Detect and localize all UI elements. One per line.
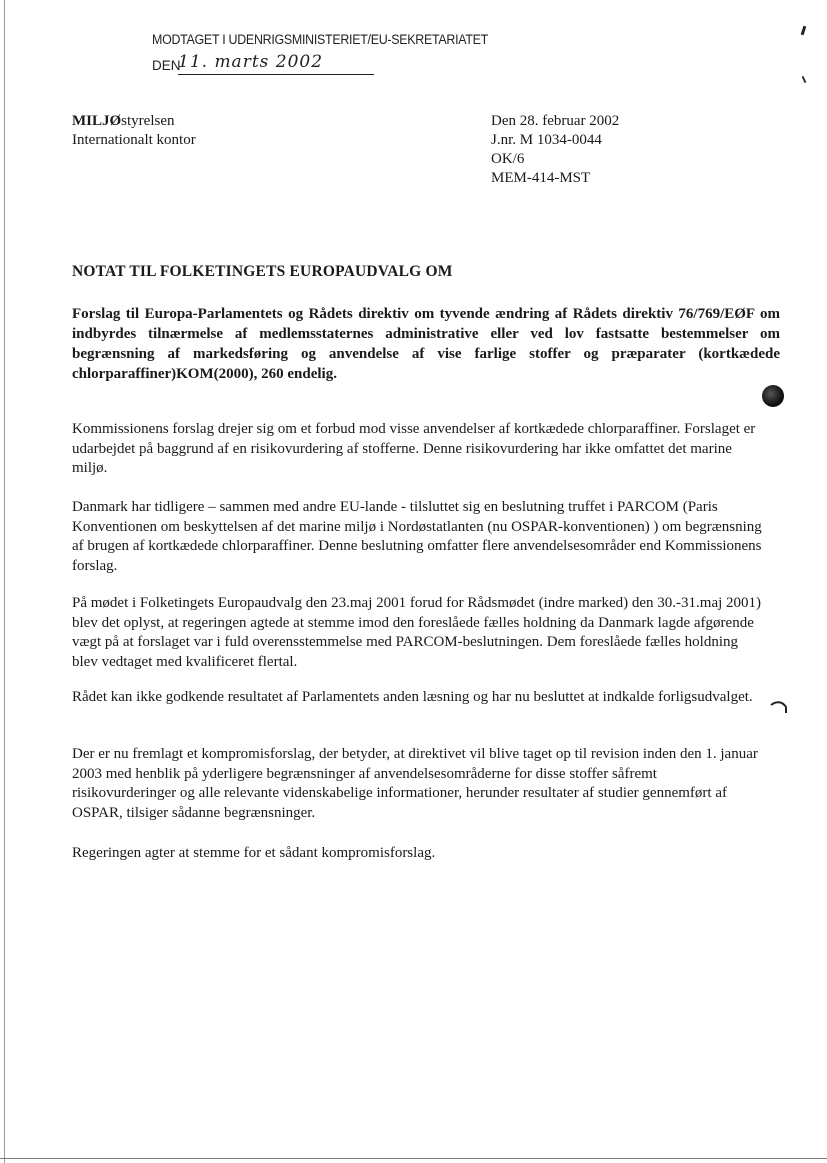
body-paragraph: Danmark har tidligere – sammen med andre EU-lande - tilsluttet sig en beslutning truffet i PARCOM (Paris Konventionen om beskyttelsen af det marine miljø i Nordøstatlanten (nu OSPAR-konventionen) ) om begrænsning af brugen af kortkædede chlorparaffiner. Denne beslutning omfatter flere anvendelsesområder end Kommissionens forslag. (72, 499, 762, 574)
body-paragraph: Der er nu fremlagt et kompromisforslag, der betyder, at direktivet vil blive taget op til revision inden den 1. januar 2003 med henblik på yderligere begrænsninger af anvendelsesområderne for disse stoffer såfremt risikovurderinger og alle relevante videnskabelige informationer, herunder resultater af studier gennemført af OSPAR, tilsiger sådanne begrænsninger. (72, 746, 758, 821)
ref-initials: OK/6 (491, 151, 525, 167)
received-stamp-text: MODTAGET I UDENRIGSMINISTERIET/EU-SEKRETARIATET (152, 32, 488, 47)
received-stamp-date-label: DEN (152, 58, 181, 73)
punch-hole (762, 385, 784, 407)
reference-block (491, 112, 619, 188)
sender-block (72, 112, 196, 150)
scan-left-edge (4, 0, 5, 1163)
scan-speck (801, 26, 807, 35)
scan-mark (770, 700, 788, 714)
body-paragraph: Regeringen agter at stemme for et sådant kompromisforslag. (72, 845, 436, 861)
ref-date: Den 28. februar 2002 (491, 113, 620, 129)
body-paragraph: Rådet kan ikke godkende resultatet af Parlamentets anden læsning og har nu besluttet at indkalde forligsudvalget. (72, 689, 753, 705)
sender-org-rest: styrelsen (121, 113, 175, 129)
received-stamp-handwritten-date: 11. marts 2002 (178, 52, 374, 75)
ref-jnr: J.nr. M 1034-0044 (491, 132, 602, 148)
document-subject: Forslag til Europa-Parlamentets og Rådets direktiv om tyvende ændring af Rådets direktiv 76/769/EØF om indbyrdes tilnærmelse af medlemsstaternes administrative eller ved lov fastsatte bestemmelser om begrænsning af markedsføring og anvendelse af vise farlige stoffer og præparater (kortkædede chlorparaffiner)KOM(2000), 260 endelig. (72, 306, 780, 382)
sender-dept: Internationalt kontor (72, 132, 196, 148)
document-heading: NOTAT TIL FOLKETINGETS EUROPAUDVALG OM (72, 263, 453, 280)
sender-org-bold: MILJØ (72, 113, 122, 129)
sender-org (72, 112, 196, 131)
scan-bottom-edge (0, 1158, 827, 1159)
body-paragraph: Kommissionens forslag drejer sig om et forbud mod visse anvendelser af kortkædede chlorparaffiner. Forslaget er udarbejdet på baggrund af en risikovurdering af stofferne. Denne risikovurdering har ikke omfattet det marine miljø. (72, 421, 756, 476)
body-paragraph: På mødet i Folketingets Europaudvalg den 23.maj 2001 forud for Rådsmødet (indre marked) den 30.-31.maj 2001) blev det oplyst, at regeringen agtede at stemme imod den foreslåede fælles holdning da Danmark lagde afgørende vægt på at forslaget var i fuld overensstemmelse med PARCOM-beslutningen. Dem foreslåede fælles holdning blev vedtaget med kvalificeret flertal. (72, 595, 762, 670)
scan-speck (802, 76, 807, 83)
ref-code: MEM-414-MST (491, 170, 591, 186)
